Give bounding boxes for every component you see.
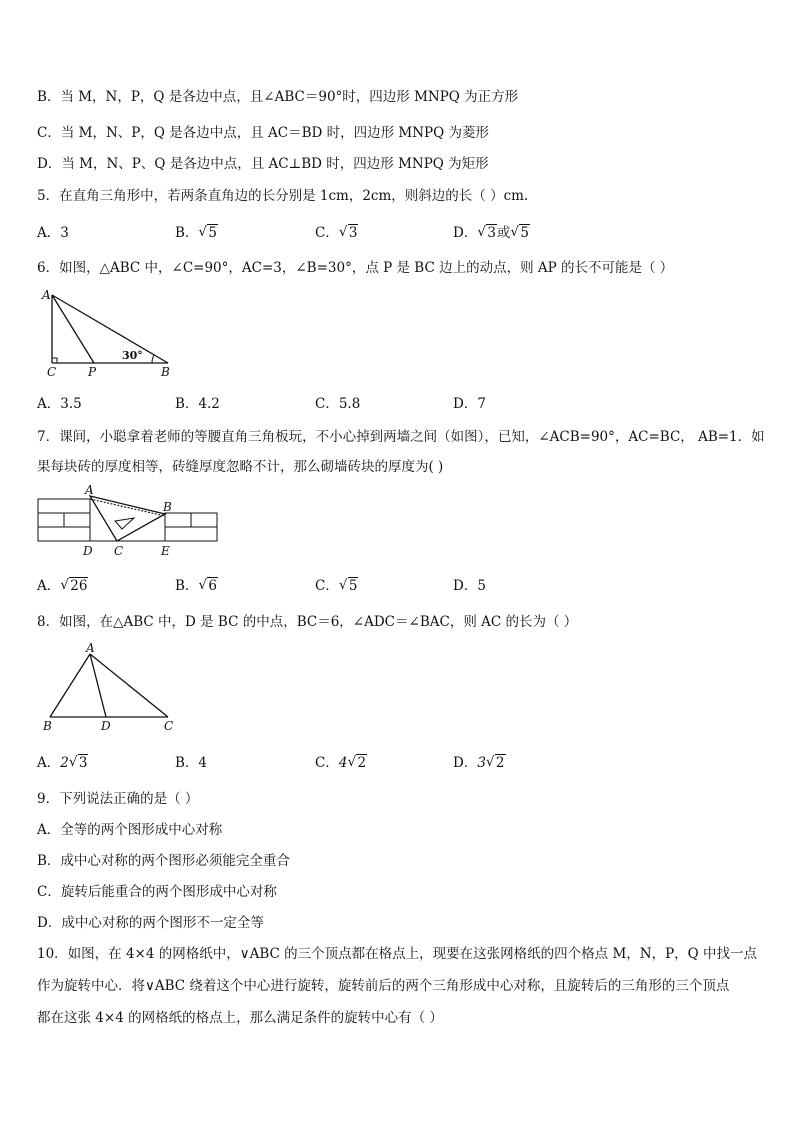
q9-option-a: A．全等的两个图形成中心对称 <box>37 822 223 838</box>
q6-label-c: C <box>47 365 57 379</box>
q9-option-b: B．成中心对称的两个图形必须能完全重合 <box>37 853 290 869</box>
q6-angle-label: 30° <box>122 349 143 362</box>
q6-label-b: B <box>161 365 170 379</box>
q8-triangle-figure <box>38 642 188 734</box>
q6-label-p: P <box>88 365 97 379</box>
q9-option-d: D．成中心对称的两个图形不一定全等 <box>37 915 264 931</box>
q9-option-c: C．旋转后能重合的两个图形成中心对称 <box>37 884 277 900</box>
q8-label-d: D <box>101 719 111 733</box>
q7-stem-line2: 果每块砖的厚度相等，砖缝厚度忽略不计，那么砌墙砖块的厚度为( ) <box>37 459 444 475</box>
q7-stem-line1: 7．课间，小聪拿着老师的等腰直角三角板玩，不小心掉到两墙之间（如图），已知，∠ACB=90°，AC=BC， AB=1．如 <box>37 429 765 445</box>
q7-options <box>37 577 757 595</box>
q8-option-c: C．4√ 2 <box>315 754 367 772</box>
q7-option-c: C．√ 5 <box>315 577 358 595</box>
q5-option-b: B．√ 5 <box>175 224 218 242</box>
q6-option-d: D．7 <box>453 396 486 412</box>
q6-option-a: A．3.5 <box>37 396 82 412</box>
q7-option-a: A．√ 26 <box>37 577 88 595</box>
q8-label-b: B <box>43 719 52 733</box>
q8-option-a: A．2√ 3 <box>37 754 88 772</box>
q6-option-b: B．4.2 <box>175 396 220 412</box>
q5-options <box>37 224 757 242</box>
q6-stem: 6．如图，△ABC 中，∠C=90°，AC=3，∠B=30°，点 P 是 BC 边上的动点，则 AP 的长不可能是（ ） <box>37 260 674 276</box>
q7-wall-figure <box>37 485 222 560</box>
q10-stem-line3: 都在这张 4×4 的网格纸的格点上，那么满足条件的旋转中心有（ ） <box>37 1010 443 1026</box>
q8-label-c: C <box>164 719 174 733</box>
q7-option-b: B．√ 6 <box>175 577 218 595</box>
q10-stem-line2: 作为旋转中心．将∨ABC 绕着这个中心进行旋转，旋转前后的两个三角形成中心对称，且旋转后的三角形的三个顶点 <box>37 978 730 994</box>
q10-stem-line1: 10．如图，在 4×4 的网格纸中，∨ABC 的三个顶点都在格点上，现要在这张网格纸的四个格点 M，N，P，Q 中找一点 <box>37 946 758 962</box>
q8-label-a: A <box>86 641 95 655</box>
q5-option-d: D．√ 3或√ 5 <box>453 224 530 242</box>
q7-label-d: D <box>83 544 93 558</box>
q8-option-d: D．3√ 2 <box>453 754 506 772</box>
q8-stem: 8．如图，在△ABC 中，D 是 BC 的中点，BC＝6，∠ADC＝∠BAC，则 AC 的长为（ ） <box>37 614 578 630</box>
q6-option-c: C．5.8 <box>315 396 361 412</box>
q5-option-a: A．3 <box>37 225 69 241</box>
q8-options <box>37 754 757 772</box>
q6-label-a: A <box>42 288 51 302</box>
q5-stem: 5．在直角三角形中，若两条直角边的长分别是 1cm，2cm，则斜边的长（ ）cm. <box>37 188 529 204</box>
q7-label-a: A <box>85 483 94 497</box>
q4-option-c: C．当 M，N、P，Q 是各边中点，且 AC＝BD 时，四边形 MNPQ 为菱形 <box>37 125 489 141</box>
q5-option-c: C．√ 3 <box>315 224 358 242</box>
q7-label-b: B <box>163 500 172 514</box>
q9-stem: 9．下列说法正确的是（ ） <box>37 791 199 807</box>
q7-label-e: E <box>161 544 170 558</box>
q7-label-c: C <box>114 544 124 558</box>
q4-option-b: B．当 M，N，P，Q 是各边中点，且∠ABC＝90°时，四边形 MNPQ 为正方形 <box>37 89 519 105</box>
q6-triangle-figure <box>38 288 178 378</box>
q8-option-b: B．4 <box>175 755 208 771</box>
q7-option-d: D．5 <box>453 578 486 594</box>
q4-option-d: D．当 M，N、P、Q 是各边中点，且 AC⊥BD 时，四边形 MNPQ 为矩形 <box>37 156 489 172</box>
q6-options <box>37 395 757 413</box>
